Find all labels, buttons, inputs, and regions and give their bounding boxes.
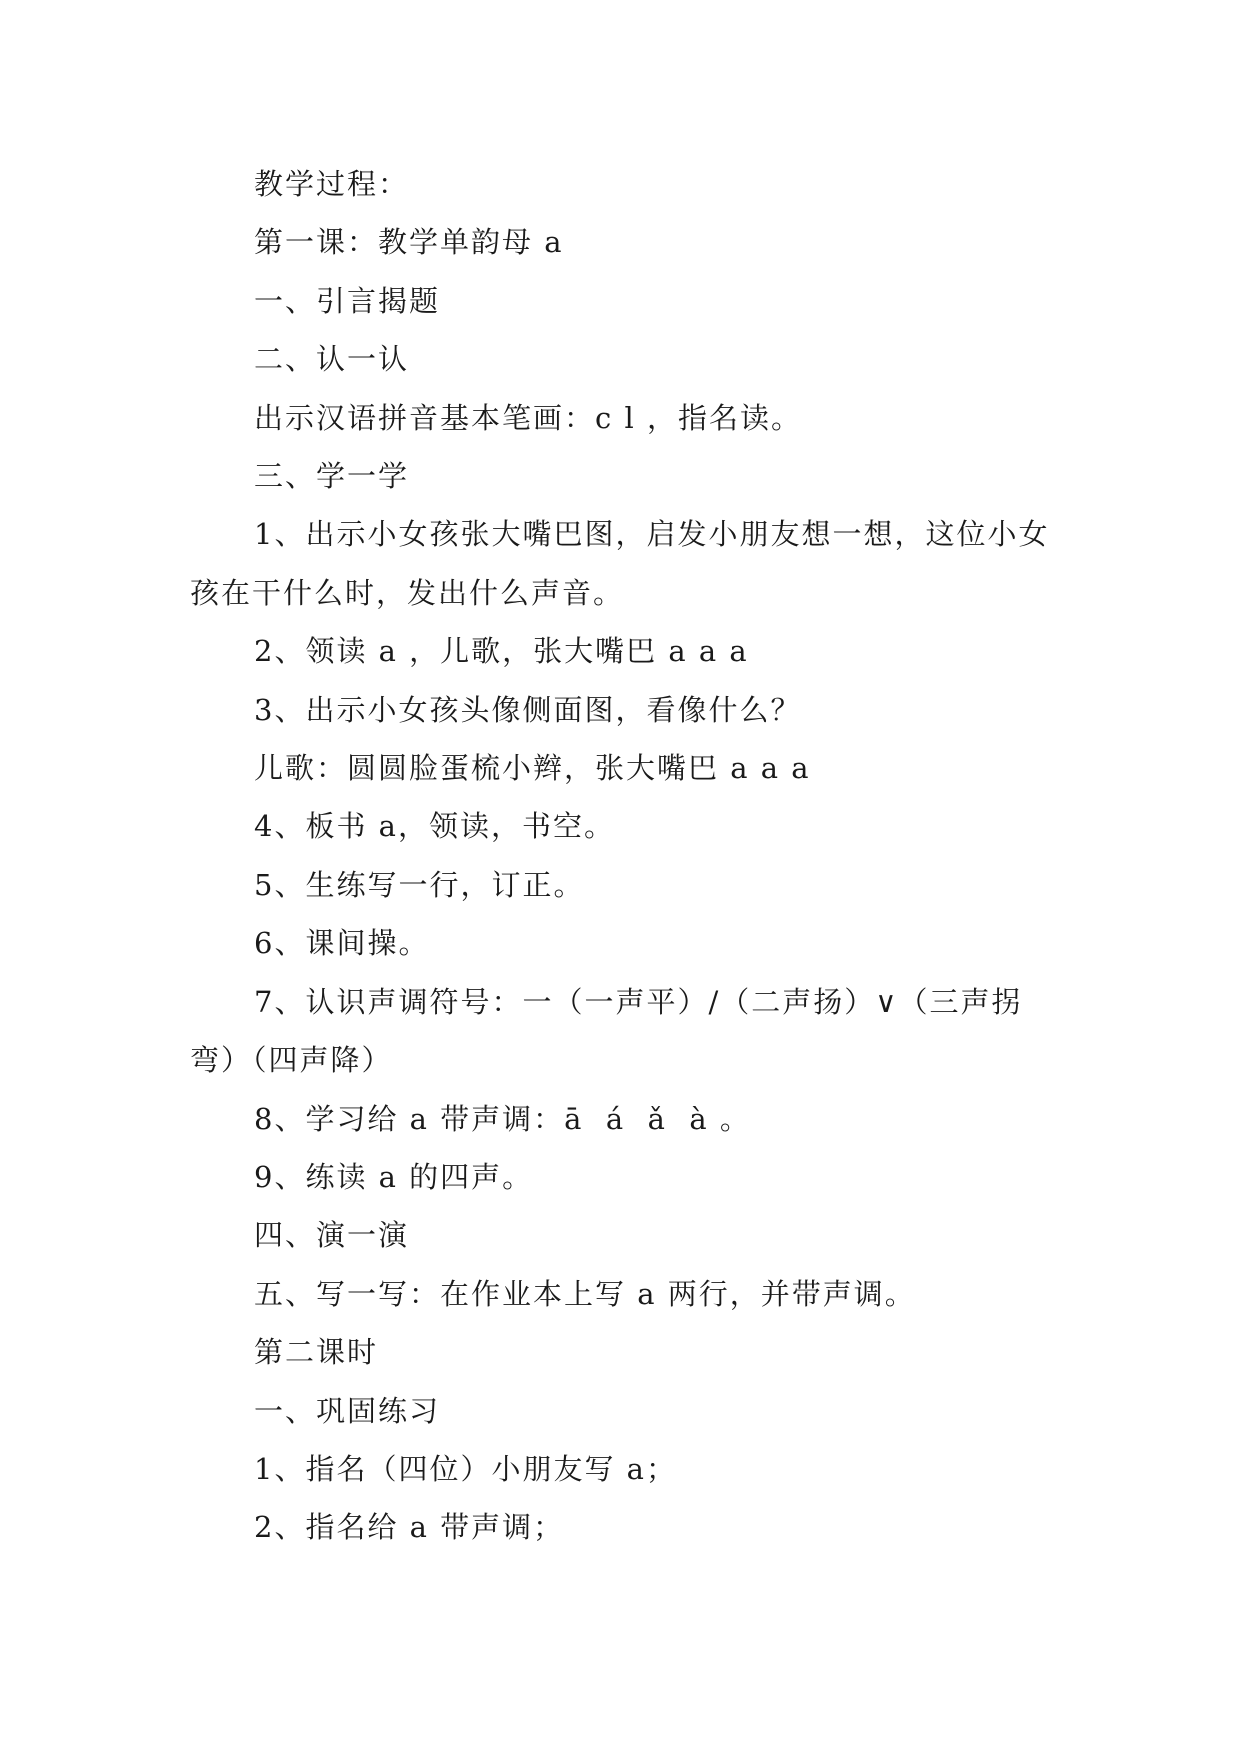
paragraph-step-9: 9、练读 a 的四声。 [254,1159,534,1194]
paragraph-step-5: 5、生练写一行，订正。 [254,867,585,902]
paragraph-section-intro: 一、引言揭题 [254,283,441,318]
paragraph-section-recognize: 二、认一认 [254,342,410,377]
paragraph-review-1: 1、指名（四位）小朋友写 a； [254,1451,677,1486]
paragraph-section-review: 一、巩固练习 [254,1393,441,1428]
paragraph-step-2: 2、领读 a ，儿歌，张大嘴巴 a a a [254,634,749,669]
paragraph-heading-process: 教学过程： [254,167,410,201]
paragraph-section-write: 五、写一写：在作业本上写 a 两行，并带声调。 [254,1276,916,1311]
paragraph-step-1: 1、出示小女孩张大嘴巴图，启发小朋友想一想，这位小女孩在干什么时，发出什么声音。 [190,517,1050,610]
paragraph-section-act: 四、演一演 [254,1218,410,1253]
paragraph-section-learn: 三、学一学 [254,459,410,494]
paragraph-lesson-one-title: 第一课：教学单韵母 a [254,225,564,260]
paragraph-step-7: 7、认识声调符号：一（一声平）/（二声扬）∨（三声拐弯）（四声降） [190,984,1023,1078]
paragraph-step-8: 8、学习给 a 带声调：ā á ǎ à 。 [254,1101,751,1136]
paragraph-step-3: 3、出示小女孩头像侧面图，看像什么？ [254,692,802,727]
paragraph-step-6: 6、课间操。 [254,926,430,961]
paragraph-review-2: 2、指名给 a 带声调； [254,1510,565,1545]
paragraph-show-strokes: 出示汉语拼音基本笔画：c l ，指名读。 [254,400,802,435]
paragraph-lesson-two-title: 第二课时 [254,1335,379,1370]
paragraph-nursery-rhyme: 儿歌：圆圆脸蛋梳小辫，张大嘴巴 a a a [254,751,811,786]
document-body [190,155,1050,1557]
paragraph-step-4: 4、板书 a，领读，书空。 [254,809,615,844]
